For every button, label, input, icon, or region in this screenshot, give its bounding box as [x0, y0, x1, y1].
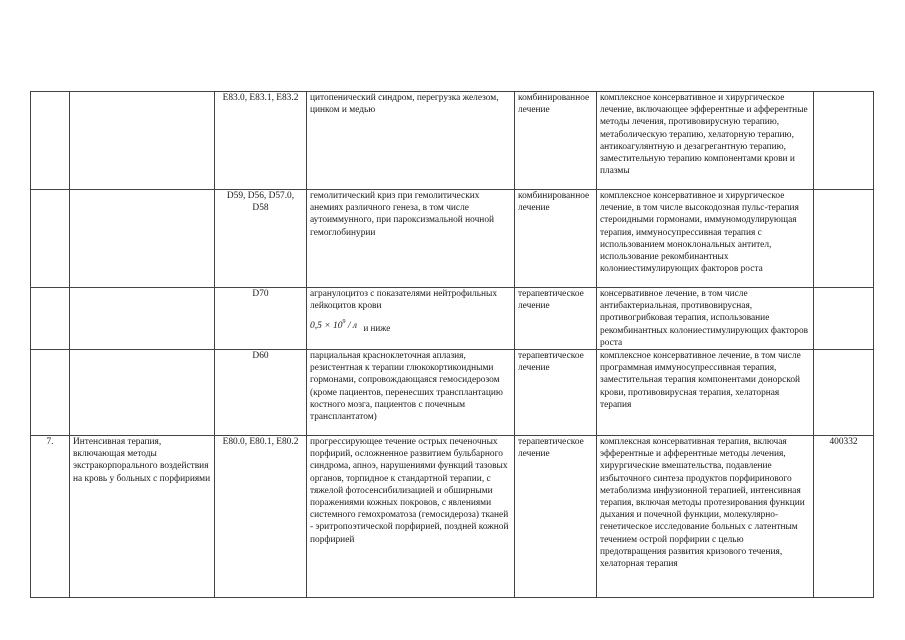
row-number: [31, 288, 70, 350]
icd-code: D60: [215, 350, 307, 436]
norm-price: [814, 92, 874, 190]
norm-price: [814, 350, 874, 436]
norm-price: [814, 190, 874, 288]
icd-code: E83.0, E83.1, E83.2: [215, 92, 307, 190]
care-type-name: [70, 288, 215, 350]
treatment-type: терапевтическое лечение: [515, 436, 597, 598]
diagnosis-cell: [307, 288, 515, 350]
icd-code: D59, D56, D57.0, D58: [215, 190, 307, 288]
diagnosis-text: агранулоцитоз с показателями нейтрофильных лейкоцитов крови: [310, 289, 498, 312]
formula-tail: и ниже: [363, 323, 391, 334]
diagnosis-text: прогрессирующее течение острых печеночных порфирий, осложненное развитием бульбарного синдрома, апноэ, нарушениями функций тазовых органов, торпидное к стандартной терапии, с тяжелой фотосенсибилизацией и обширными поражениями кожных покровов, с явлениями системного гемохроматоза (гемосидероза) тканей - эритропоэтической порфирией, поздней кожной порфирией: [307, 436, 515, 598]
treatment-method: комплексное консервативное лечение, в том числе программная иммуносупрессивная терапия, заместительная терапия компонентами донорской крови, противовирусная терапия, хелаторная терапия: [597, 350, 814, 436]
row-number: 7.: [31, 436, 70, 598]
formula-exponent: 9: [342, 319, 346, 326]
care-type-name: [70, 92, 215, 190]
treatment-method: комплексная консервативная терапия, включая эфферентные и афферентные методы лечения, хирургические вмешательства, подавление избыточного синтеза продуктов порфиринового метаболизма инфузионной терапией, интенсивная терапия, включая методы протезирования функции дыхания и почечной функции, молекулярно-генетическое исследование больных с латентным течением острой порфирии с целью предотвращения развития кризового течения, хелаторная терапия: [597, 436, 814, 598]
treatment-type: комбинированное лечение: [515, 92, 597, 190]
care-type-name: [70, 190, 215, 288]
table-row: [31, 288, 874, 350]
table-row: [31, 350, 874, 436]
diagnosis-text: парциальная красноклеточная аплазия, резистентная к терапии глюкокортикоидными гормонами, сопровождающаяся гемосидерозом (кроме пациентов, перенесших трансплантацию костного мозга, пациентов с почечным трансплантатом): [307, 350, 515, 436]
formula-base: 0,5 × 10: [310, 321, 343, 332]
diagnosis-text: цитопенический синдром, перегрузка железом, цинком и медью: [307, 92, 515, 190]
care-type-name: Интенсивная терапия, включающая методы экстракорпорального воздействия на кровь у больных с порфириями: [70, 436, 215, 598]
treatment-method: комплексное консервативное и хирургическое лечение, в том числе высокодозная пульс-терапия стероидными гормонами, иммуномодулирующая терапия, иммуносупрессивная терапия с использованием моноклональных антител, использование рекомбинантных колониестимулирующих факторов роста: [597, 190, 814, 288]
neutrophil-threshold-formula: [310, 316, 511, 334]
row-number: [31, 350, 70, 436]
icd-code: D70: [215, 288, 307, 350]
treatment-type: терапевтическое лечение: [515, 288, 597, 350]
table-row: [31, 436, 874, 598]
row-number: [31, 190, 70, 288]
diagnosis-text: гемолитический криз при гемолитических анемиях различного генеза, в том числе аутоиммунного, при пароксизмальной ночной гемоглобинурии: [307, 190, 515, 288]
row-number: [31, 92, 70, 190]
table-row: [31, 92, 874, 190]
medical-care-table: [30, 91, 874, 598]
icd-code: E80.0, E80.1, E80.2: [215, 436, 307, 598]
treatment-type: терапевтическое лечение: [515, 350, 597, 436]
care-type-name: [70, 350, 215, 436]
treatment-method: консервативное лечение, в том числе антибактериальная, противовирусная, противогрибковая терапия, использование рекомбинантных колониестимулирующих факторов роста: [597, 288, 814, 350]
treatment-type: комбинированное лечение: [515, 190, 597, 288]
treatment-method: комплексное консервативное и хирургическое лечение, включающее эфферентные и афферентные методы лечения, противовирусную терапию, метаболическую терапию, хелаторную терапию, антикоагулянтную и дезагрегантную терапию, заместительную терапию компонентами крови и плазмы: [597, 92, 814, 190]
norm-price: 400332: [814, 436, 874, 598]
formula-unit: / л: [345, 321, 358, 332]
table-row: [31, 190, 874, 288]
norm-price: [814, 288, 874, 350]
